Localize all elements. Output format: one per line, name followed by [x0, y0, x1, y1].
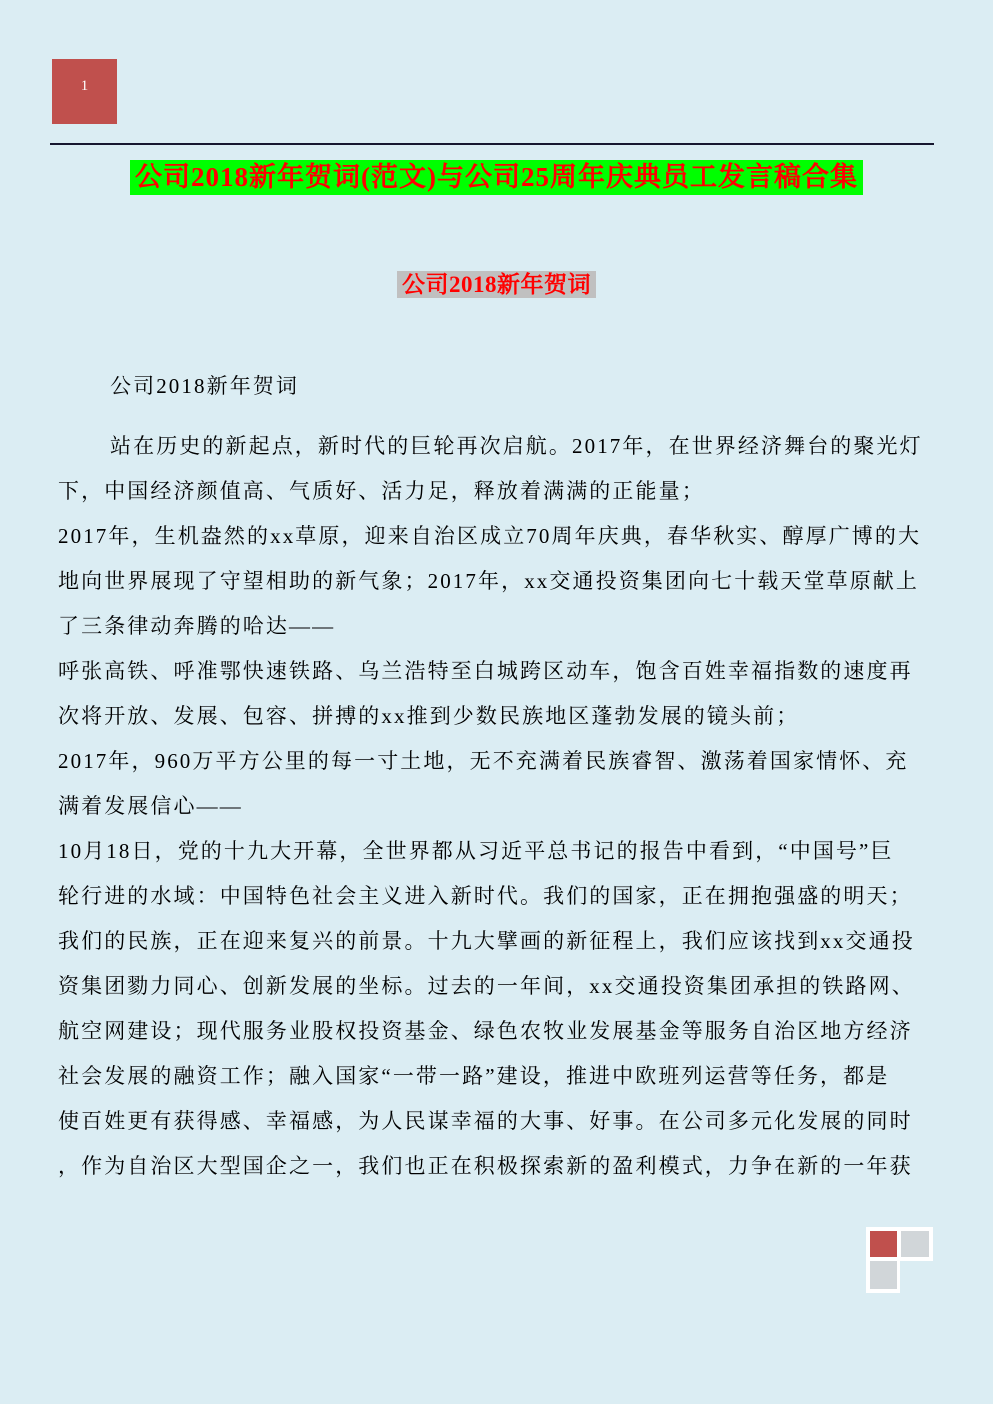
body-line: 了三条律动奔腾的哈达—— — [58, 614, 336, 638]
body-line: 资集团勠力同心、创新发展的坐标。过去的一年间，xx交通投资集团承担的铁路网、 — [58, 974, 915, 998]
body-line: 2017年，生机盎然的xx草原，迎来自治区成立70周年庆典，春华秋实、醇厚广博的大 — [58, 524, 922, 548]
title-row — [0, 160, 993, 195]
body-line: 我们的民族，正在迎来复兴的前景。十九大擘画的新征程上，我们应该找到xx交通投 — [58, 929, 915, 953]
body-line: 站在历史的新起点，新时代的巨轮再次启航。2017年，在世界经济舞台的聚光灯 — [110, 434, 923, 458]
body-line: 2017年，960万平方公里的每一寸土地，无不充满着民族睿智、激荡着国家情怀、充 — [58, 749, 909, 773]
body-line: 航空网建设；现代服务业股权投资基金、绿色农牧业发展基金等服务自治区地方经济 — [58, 1019, 913, 1043]
body-line: ，作为自治区大型国企之一，我们也正在积极探索新的盈利模式，力争在新的一年获 — [58, 1154, 913, 1178]
page-number: 1 — [80, 78, 89, 94]
body-line: 公司2018新年贺词 — [110, 374, 299, 398]
body-line: 10月18日，党的十九大开幕，全世界都从习近平总书记的报告中看到，“中国号”巨 — [58, 839, 894, 863]
header-rule — [50, 143, 934, 145]
body-line: 社会发展的融资工作；融入国家“一带一路”建设，推进中欧班列运营等任务，都是 — [58, 1064, 890, 1088]
body-line: 呼张高铁、呼准鄂快速铁路、乌兰浩特至白城跨区动车，饱含百姓幸福指数的速度再 — [58, 659, 913, 683]
decor-square-gray-bottom-left — [870, 1261, 897, 1289]
body-line: 使百姓更有获得感、幸福感，为人民谋幸福的大事、好事。在公司多元化发展的同时 — [58, 1109, 913, 1133]
body-line: 满着发展信心—— — [58, 794, 243, 818]
body-text — [58, 364, 963, 1189]
decor-square-gray-top-right — [901, 1231, 929, 1257]
page-number-badge — [52, 59, 117, 124]
body-line: 地向世界展现了守望相助的新气象；2017年，xx交通投资集团向七十载天堂草原献上 — [58, 569, 919, 593]
document-title: 公司2018新年贺词(范文)与公司25周年庆典员工发言稿合集 — [130, 160, 863, 195]
corner-squares-decoration — [866, 1227, 933, 1293]
heading-row — [0, 271, 993, 298]
body-line: 轮行进的水域：中国特色社会主义进入新时代。我们的国家，正在拥抱强盛的明天； — [58, 884, 913, 908]
body-line: 次将开放、发展、包容、拼搏的xx推到少数民族地区蓬勃发展的镜头前； — [58, 704, 800, 728]
body-line: 下，中国经济颜值高、气质好、活力足，释放着满满的正能量； — [58, 479, 705, 503]
decor-square-red — [870, 1231, 897, 1257]
section-heading: 公司2018新年贺词 — [397, 271, 596, 298]
